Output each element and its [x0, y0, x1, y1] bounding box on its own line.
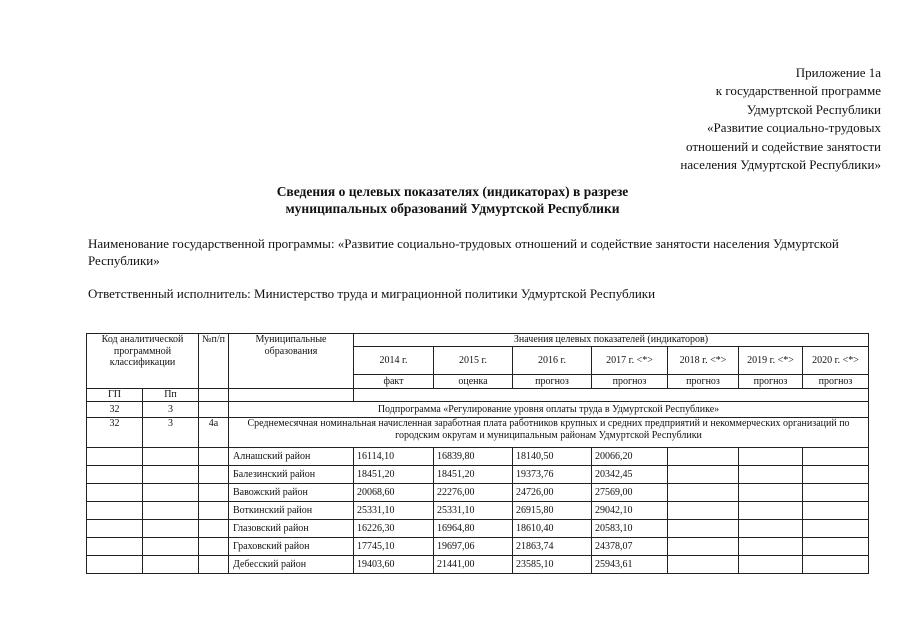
document-title-line: Сведения о целевых показателях (индикаторах) в разрезе	[276, 184, 629, 199]
appendix-line: Удмуртской Республики	[746, 101, 881, 117]
table-row	[87, 502, 869, 520]
value-2015: 16839,80	[434, 448, 513, 466]
year-header: 2019 г. <*>	[739, 347, 803, 375]
empty-cell	[143, 520, 199, 538]
table-row	[87, 520, 869, 538]
municipality-name: Дебесский район	[229, 556, 354, 574]
number-header: №п/п	[199, 334, 229, 389]
empty-cell	[143, 502, 199, 520]
empty-cell	[143, 484, 199, 502]
empty-cell	[199, 520, 229, 538]
value-2017: 20066,20	[592, 448, 668, 466]
value-2014: 25331,10	[354, 502, 434, 520]
value-2014: 18451,20	[354, 466, 434, 484]
value-2014: 19403,60	[354, 556, 434, 574]
year-header: 2020 г. <*>	[803, 347, 869, 375]
municipality-name: Граховский район	[229, 538, 354, 556]
value-2014: 16114,10	[354, 448, 434, 466]
status-header: факт	[354, 375, 434, 389]
program-name: Наименование государственной программы: «Развитие социально-трудовых отношений и содействие занятости населения Удмуртской Республики»	[88, 236, 839, 268]
indicator-number: 4а	[199, 418, 229, 448]
table-row	[87, 484, 869, 502]
empty-cell	[87, 556, 143, 574]
value-2015: 22276,00	[434, 484, 513, 502]
empty-cell	[143, 466, 199, 484]
status-header: прогноз	[668, 375, 739, 389]
pp-header: Пп	[143, 389, 199, 402]
subprogram-row	[87, 402, 869, 418]
empty-cell	[803, 556, 869, 574]
empty-cell	[87, 538, 143, 556]
empty-cell	[199, 538, 229, 556]
table-row	[87, 538, 869, 556]
empty-cell	[803, 484, 869, 502]
appendix-line: «Развитие социально-трудовых	[707, 120, 881, 136]
value-2017: 25943,61	[592, 556, 668, 574]
responsible-executor: Ответственный исполнитель: Министерство труда и миграционной политики Удмуртской Республики	[88, 286, 656, 301]
empty-cell	[803, 502, 869, 520]
year-header: 2016 г.	[513, 347, 592, 375]
year-header: 2017 г. <*>	[592, 347, 668, 375]
empty-cell	[668, 484, 739, 502]
empty-cell	[739, 484, 803, 502]
empty-cell	[668, 538, 739, 556]
indicators-table	[86, 333, 869, 574]
empty-cell	[803, 520, 869, 538]
empty-cell	[199, 502, 229, 520]
year-header: 2014 г.	[354, 347, 434, 375]
empty-cell	[668, 448, 739, 466]
appendix-line: отношений и содействие занятости	[686, 138, 881, 154]
municipality-header: Муниципальные образования	[229, 334, 354, 389]
value-2016: 21863,74	[513, 538, 592, 556]
appendix-line: к государственной программе	[715, 83, 881, 99]
empty-cell	[143, 556, 199, 574]
value-2016: 19373,76	[513, 466, 592, 484]
value-2016: 18140,50	[513, 448, 592, 466]
appendix-line: населения Удмуртской Республики»	[680, 157, 881, 173]
empty-cell	[87, 520, 143, 538]
value-2017: 24378,07	[592, 538, 668, 556]
value-2016: 18610,40	[513, 520, 592, 538]
empty-cell	[739, 520, 803, 538]
empty-cell	[199, 484, 229, 502]
subprogram-pp: 3	[143, 402, 199, 418]
municipality-name: Вавожский район	[229, 484, 354, 502]
empty-cell	[87, 484, 143, 502]
value-2015: 21441,00	[434, 556, 513, 574]
value-2015: 18451,20	[434, 466, 513, 484]
empty-cell	[739, 466, 803, 484]
indicator-pp: 3	[143, 418, 199, 448]
status-header: прогноз	[803, 375, 869, 389]
empty-cell	[739, 502, 803, 520]
value-2016: 24726,00	[513, 484, 592, 502]
value-2016: 23585,10	[513, 556, 592, 574]
value-2017: 29042,10	[592, 502, 668, 520]
value-2015: 16964,80	[434, 520, 513, 538]
appendix-header	[581, 64, 881, 174]
document-title-line: муниципальных образований Удмуртской Республики	[285, 200, 620, 216]
gp-header: ГП	[87, 389, 143, 402]
year-header: 2015 г.	[434, 347, 513, 375]
municipality-name: Алнашский район	[229, 448, 354, 466]
values-header: Значения целевых показателей (индикаторов)	[354, 334, 869, 347]
value-2015: 19697,06	[434, 538, 513, 556]
value-2017: 20583,10	[592, 520, 668, 538]
value-2016: 26915,80	[513, 502, 592, 520]
value-2017: 20342,45	[592, 466, 668, 484]
empty-cell	[668, 502, 739, 520]
empty-cell	[199, 556, 229, 574]
empty-cell	[143, 448, 199, 466]
status-header: прогноз	[739, 375, 803, 389]
table-row	[87, 556, 869, 574]
value-2017: 27569,00	[592, 484, 668, 502]
empty-cell	[668, 556, 739, 574]
indicator-gp: 32	[87, 418, 143, 448]
empty-cell	[668, 520, 739, 538]
municipality-name: Глазовский район	[229, 520, 354, 538]
empty-cell	[199, 448, 229, 466]
empty-cell	[229, 389, 354, 402]
value-2014: 17745,10	[354, 538, 434, 556]
appendix-line: Приложение 1а	[795, 65, 881, 80]
empty-cell	[739, 448, 803, 466]
document-title	[0, 184, 905, 217]
value-2014: 16226,30	[354, 520, 434, 538]
empty-cell	[739, 556, 803, 574]
table-row	[87, 466, 869, 484]
year-header: 2018 г. <*>	[668, 347, 739, 375]
municipality-name: Воткинский район	[229, 502, 354, 520]
empty-cell	[354, 389, 869, 402]
empty-cell	[199, 466, 229, 484]
empty-cell	[803, 448, 869, 466]
empty-cell	[803, 538, 869, 556]
value-2015: 25331,10	[434, 502, 513, 520]
empty-cell	[143, 538, 199, 556]
empty-cell	[87, 448, 143, 466]
empty-cell	[739, 538, 803, 556]
empty-cell	[803, 466, 869, 484]
status-header: оценка	[434, 375, 513, 389]
municipality-name: Балезинский район	[229, 466, 354, 484]
code-header: Код аналитической программной классификации	[87, 334, 199, 389]
empty-cell	[87, 466, 143, 484]
empty-cell	[199, 389, 229, 402]
value-2014: 20068,60	[354, 484, 434, 502]
status-header: прогноз	[592, 375, 668, 389]
indicator-title: Среднемесячная номинальная начисленная заработная плата работников крупных и средних предприятий и некоммерческих организаций по городским округам и муниципальным районам Удмуртской Республики	[229, 418, 869, 448]
indicator-row	[87, 418, 869, 448]
table-row	[87, 448, 869, 466]
status-header: прогноз	[513, 375, 592, 389]
empty-cell	[668, 466, 739, 484]
subprogram-gp: 32	[87, 402, 143, 418]
empty-cell	[199, 402, 229, 418]
subprogram-title: Подпрограмма «Регулирование уровня оплаты труда в Удмуртской Республике»	[229, 402, 869, 418]
empty-cell	[87, 502, 143, 520]
